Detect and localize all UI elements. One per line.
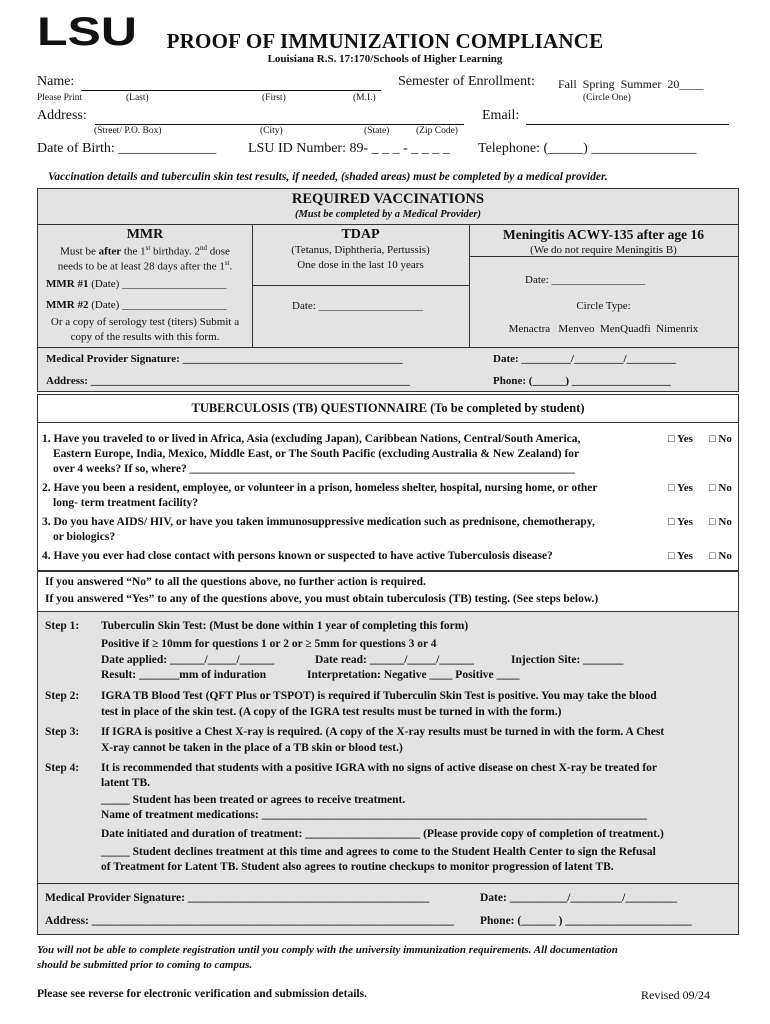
- email-field[interactable]: [526, 124, 729, 125]
- semester-options[interactable]: Fall Spring Summer 20____: [558, 77, 704, 91]
- step1-positive: Positive if ≥ 10mm for questions 1 or 2 or ≥ 5mm for questions 3 or 4: [101, 638, 437, 650]
- tb-q3-yes-checkbox[interactable]: □ Yes: [668, 516, 693, 528]
- step4-declines-field[interactable]: _____ Student declines treatment at this time and agrees to come to the Student Health Center to sign the Refusal: [101, 846, 656, 858]
- revised-date: Revised 09/24: [641, 988, 710, 1002]
- vaccination-note: Vaccination details and tuberculin skin test results, if needed, (shaded areas) must be completed by a medical provider.: [48, 171, 608, 183]
- mmr2-date-field[interactable]: MMR #2 (Date) ___________________: [46, 299, 227, 311]
- meningitis-line1: (We do not require Meningitis B): [530, 244, 677, 256]
- step4-date-initiated-field[interactable]: Date initiated and duration of treatment: ____________________ (Please provide copy of completion of treatment.): [101, 828, 664, 840]
- tb-q2-no-checkbox[interactable]: □ No: [709, 482, 732, 494]
- tdap-line2: One dose in the last 10 years: [297, 259, 424, 271]
- meningitis-types[interactable]: Menactra Menveo MenQuadfi Nimenrix: [508, 323, 699, 335]
- tb-heading: TUBERCULOSIS (TB) QUESTIONNAIRE (To be completed by student): [191, 401, 585, 415]
- tb-questionnaire-box: [37, 394, 739, 572]
- vacc-provider-date[interactable]: Date: _________/_________/_________: [493, 353, 677, 365]
- first-label: (First): [262, 93, 286, 103]
- step3-line2: X-ray cannot be taken in the place of a TB skin or blood test.): [101, 742, 403, 754]
- mmr-serology-line2: copy of the results with this form.: [70, 331, 220, 343]
- tb-q2-line1: 2. Have you been a resident, employee, or volunteer in a prison, homeless shelter, hospital, nursing home, or other: [42, 482, 598, 494]
- step1-title: Tuberculin Skin Test: (Must be done within 1 year of completing this form): [101, 620, 469, 632]
- mmr1-date-field[interactable]: MMR #1 (Date) ___________________: [46, 278, 227, 290]
- steps-provider-signature[interactable]: Medical Provider Signature: __________________________________________: [45, 892, 430, 904]
- address-field[interactable]: [95, 124, 464, 125]
- tb-q1-line3[interactable]: over 4 weeks? If so, where? ___________________________________________________________________: [53, 463, 575, 475]
- street-label: (Street/ P.O. Box): [94, 126, 162, 136]
- footer-notice-line2: should be submitted prior to coming to campus.: [37, 959, 253, 971]
- state-label: (State): [364, 126, 390, 136]
- step1-label: Step 1:: [45, 620, 80, 632]
- step4-label: Step 4:: [45, 762, 80, 774]
- tb-q4-no-checkbox[interactable]: □ No: [709, 550, 732, 562]
- interpretation-field[interactable]: Interpretation: Negative ____ Positive ____: [307, 669, 520, 681]
- tb-q1-no-checkbox[interactable]: □ No: [709, 433, 732, 445]
- telephone-field[interactable]: Telephone: (_____) _______________: [478, 141, 697, 156]
- vacc-provider-signature[interactable]: Medical Provider Signature: ________________________________________: [46, 353, 403, 365]
- tb-q1-line1: 1. Have you traveled to or lived in Africa, Asia (excluding Japan), Caribbean Nations, Central/South America,: [42, 433, 581, 445]
- step2-label: Step 2:: [45, 690, 80, 702]
- tb-q1-line2: Eastern Europe, India, Mexico, Middle East, or The South Pacific (excluding Australia & New Zealand) for: [53, 448, 580, 460]
- tb-q3-line2: or biologics?: [53, 531, 116, 543]
- mmr-title: MMR: [126, 227, 164, 242]
- email-label: Email:: [482, 108, 520, 123]
- tb-answer-no: If you answered “No” to all the questions above, no further action is required.: [45, 576, 426, 588]
- form-subtitle: Louisiana R.S. 17:170/Schools of Higher Learning: [267, 53, 503, 65]
- steps-provider-date[interactable]: Date: __________/_________/_________: [480, 892, 678, 904]
- steps-provider-address[interactable]: Address: _______________________________________________________________: [45, 915, 455, 927]
- vaccinations-subheading: (Must be completed by a Medical Provider): [294, 209, 482, 220]
- mmr-serology-line1: Or a copy of serology test (titers) Submit a: [50, 316, 240, 328]
- address-label: Address:: [37, 108, 87, 123]
- vacc-provider-phone[interactable]: Phone: (______) __________________: [493, 375, 671, 387]
- meningitis-title: Meningitis ACWY-135 after age 16: [503, 227, 704, 242]
- step4-medications-field[interactable]: Name of treatment medications: ___________________________________________________________________: [101, 809, 647, 821]
- footer-notice-line1: You will not be able to complete registration until you comply with the university immunization requirements. All documentation: [37, 944, 618, 956]
- zip-label: (Zip Code): [416, 126, 458, 136]
- step3-line1: If IGRA is positive a Chest X-ray is required. (A copy of the X-ray results must be turned in with the form. A Chest: [101, 726, 665, 738]
- steps-provider-phone[interactable]: Phone: (______ ) ______________________: [480, 915, 692, 927]
- circle-one-label: (Circle One): [583, 93, 631, 103]
- mi-label: (M.I.): [353, 93, 376, 103]
- step3-label: Step 3:: [45, 726, 80, 738]
- tb-answer-yes: If you answered “Yes” to any of the questions above, you must obtain tuberculosis (TB) testing. (See steps below.): [45, 593, 599, 605]
- tb-q4-yes-checkbox[interactable]: □ Yes: [668, 550, 693, 562]
- semester-label: Semester of Enrollment:: [398, 74, 535, 89]
- vacc-provider-address[interactable]: Address: __________________________________________________________: [46, 375, 410, 387]
- tb-q3-line1: 3. Do you have AIDS/ HIV, or have you taken immunosuppressive medication such as prednisone, chemotherapy,: [42, 516, 595, 528]
- meningitis-date-field[interactable]: Date: _________________: [525, 274, 646, 286]
- last-label: (Last): [126, 93, 149, 103]
- tb-q1-yes-checkbox[interactable]: □ Yes: [668, 433, 693, 445]
- name-field[interactable]: [81, 90, 381, 91]
- date-applied-field[interactable]: Date applied: ______/_____/______: [101, 654, 275, 666]
- tb-q4: 4. Have you ever had close contact with persons known or suspected to have active Tuberculosis disease?: [42, 550, 553, 562]
- injection-site-field[interactable]: Injection Site: _______: [511, 654, 624, 666]
- result-field[interactable]: Result: _______mm of induration: [101, 669, 267, 681]
- tb-steps-box: [37, 611, 739, 935]
- step4-declines-line2: of Treatment for Latent TB. Student also agrees to routine checkups to monitor progression of latent TB.: [101, 861, 614, 873]
- mmr-rule-line1: Must be after the 1st birthday. 2nd dose: [60, 244, 230, 258]
- tb-q2-line2: long- term treatment facility?: [53, 497, 199, 509]
- step4-line2: latent TB.: [101, 777, 150, 789]
- dob-field[interactable]: Date of Birth: ______________: [37, 141, 217, 156]
- tdap-title: TDAP: [341, 227, 380, 242]
- lsu-id-field[interactable]: LSU ID Number: 89- _ _ _ - _ _ _ _: [248, 141, 450, 156]
- tb-instructions-box: [37, 570, 739, 613]
- svg-text:LSU: LSU: [37, 14, 137, 48]
- mmr-rule-line2: needs to be at least 28 days after the 1st.: [57, 259, 233, 273]
- tdap-date-field[interactable]: Date: ___________________: [292, 300, 424, 312]
- step4-line1: It is recommended that students with a positive IGRA with no signs of active disease on chest X-ray be treated for: [101, 762, 658, 774]
- please-print: Please Print: [37, 93, 83, 103]
- vaccinations-heading: REQUIRED VACCINATIONS: [291, 191, 485, 207]
- step2-line1: IGRA TB Blood Test (QFT Plus or TSPOT) is required if Tuberculin Skin Test is positive. You may take the blood: [101, 690, 657, 702]
- date-read-field[interactable]: Date read: ______/_____/______: [315, 654, 474, 666]
- tb-q2-yes-checkbox[interactable]: □ Yes: [668, 482, 693, 494]
- step4-treated-field[interactable]: _____ Student has been treated or agrees to receive treatment.: [101, 794, 406, 806]
- tdap-line1: (Tetanus, Diphtheria, Pertussis): [291, 244, 430, 256]
- step2-line2: test in place of the skin test. (A copy of the IGRA test results must be turned in with the form.): [101, 706, 562, 718]
- meningitis-circle-type: Circle Type:: [576, 300, 631, 312]
- name-label: Name:: [37, 74, 75, 89]
- footer-reverse-note: Please see reverse for electronic verification and submission details.: [37, 988, 367, 1000]
- form-title: PROOF OF IMMUNIZATION COMPLIANCE: [166, 29, 604, 53]
- required-vaccinations-box: [37, 188, 739, 392]
- tb-q3-no-checkbox[interactable]: □ No: [709, 516, 732, 528]
- city-label: (City): [260, 126, 283, 136]
